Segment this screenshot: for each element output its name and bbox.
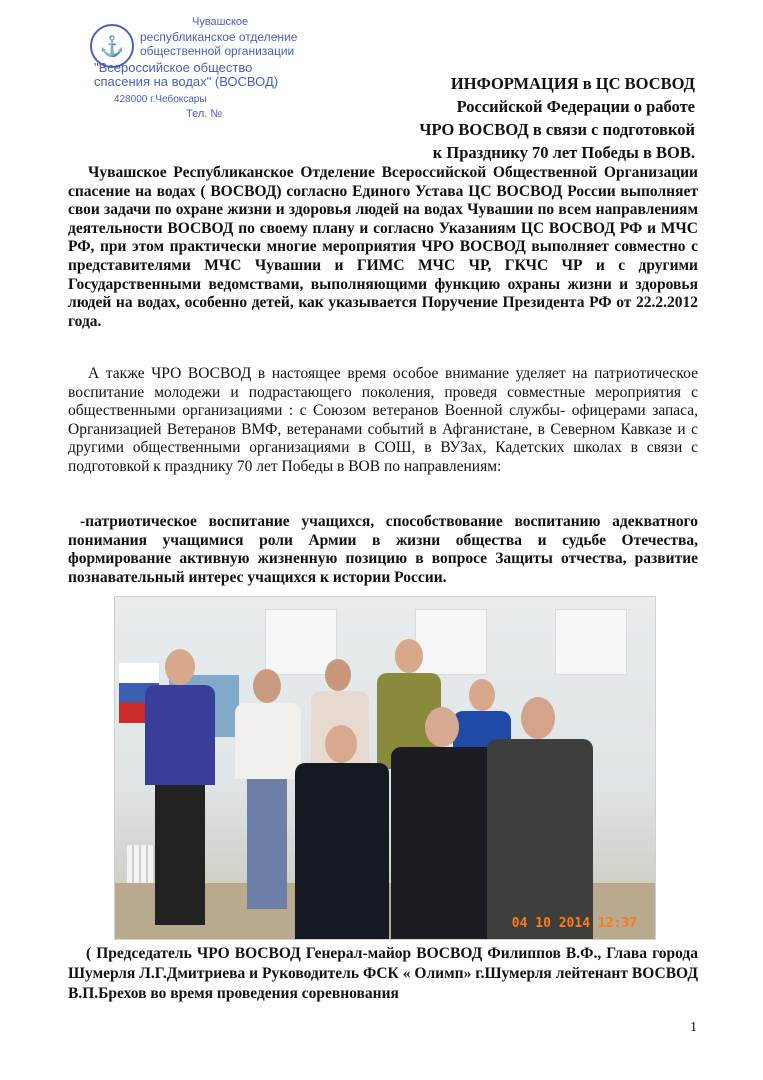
photo-date-stamp: 04 10 2014 12:37: [511, 916, 637, 931]
stamp-line: спасения на водах" (ВОСВОД): [94, 74, 279, 89]
title-line: Российской Федерации о работе: [456, 97, 695, 116]
wall-window: [555, 609, 627, 675]
anchor-emblem-icon: ⚓: [90, 24, 134, 68]
paragraph-directions: -патриотическое воспитание учащихся, способствование воспитанию адекватного понимания учащимися роли Армии в жизни общества и судьбе Отечества, формирование активную жизненную позицию в вопросе Защиты отчества, развитие познавательный интерес учащихся к истории России.: [68, 513, 698, 586]
stamp-line: Чувашское: [192, 16, 249, 28]
organization-stamp: [88, 14, 328, 132]
person-officer: [293, 725, 391, 939]
stamp-line: "Всероссийское общество: [94, 60, 253, 75]
stamp-line: республиканское отделение: [140, 30, 298, 44]
page-number: 1: [690, 1020, 697, 1035]
title-line: к Празднику 70 лет Победы в ВОВ.: [432, 143, 695, 162]
stamp-line: 428000 г.Чебоксары: [114, 94, 207, 105]
event-photo: [114, 596, 656, 940]
person-man-suit: [485, 697, 595, 939]
photo-caption: ( Председатель ЧРО ВОСВОД Генерал-майор ВОСВОД Филиппов В.Ф., Глава города Шумерля Л.Г.Дмитриева и Руководитель ФСК « Олимп» г.Шумерля лейтенант ВОСВОД В.П.Брехов во время проведения соревнования: [68, 945, 698, 1002]
paragraph-intro: Чувашское Республиканское Отделение Всероссийской Общественной Организации спасение на водах ( ВОСВОД) согласно Единого Устава ЦС ВОСВОД России выполняет свои задачи по охране жизни и здоровья людей на водах Чувашии по всем направлениям деятельности ВОСВОД по своему плану и согласно Указаниям ЦС ВОСВОД РФ и МЧС РФ, при этом практически многие мероприятия ЧРО ВОСВОД выполняет совместно с представителями МЧС Чувашии и ГИМС МЧС ЧР, ГКЧС ЧР и с другими Государственными ведомствами, выполняющими функцию охраны жизни и здоровья людей на водах, особенно детей, как указывается Поручение Президента РФ от 22.2.2012 года.: [68, 164, 698, 330]
person-boy-left: [141, 649, 217, 939]
document-title: [419, 72, 695, 164]
paragraph-patriotic-work: А также ЧРО ВОСВОД в настоящее время особое внимание уделяет на патриотическое воспитание молодежи и подрастающего поколения, проведя совместные мероприятия с общественными организациями : с Союзом ветеранов Военной службы- офицерами запаса, Организацией Ветеранов ВМФ, ветеранами событий в Афганистане, в Северном Кавказе и с другими общественными организациями в СОШ, в ВУЗах, Кадетских школах в связи с подготовкой к празднику 70 лет Победы в ВОВ по направлениям:: [68, 365, 698, 475]
stamp-line: общественной организации: [140, 44, 295, 58]
title-line: ЧРО ВОСВОД в связи с подготовкой: [419, 120, 695, 139]
person-woman: [387, 707, 497, 939]
title-line: ИНФОРМАЦИЯ в ЦС ВОСВОД: [450, 74, 695, 93]
stamp-line: Тел. №: [186, 108, 223, 120]
